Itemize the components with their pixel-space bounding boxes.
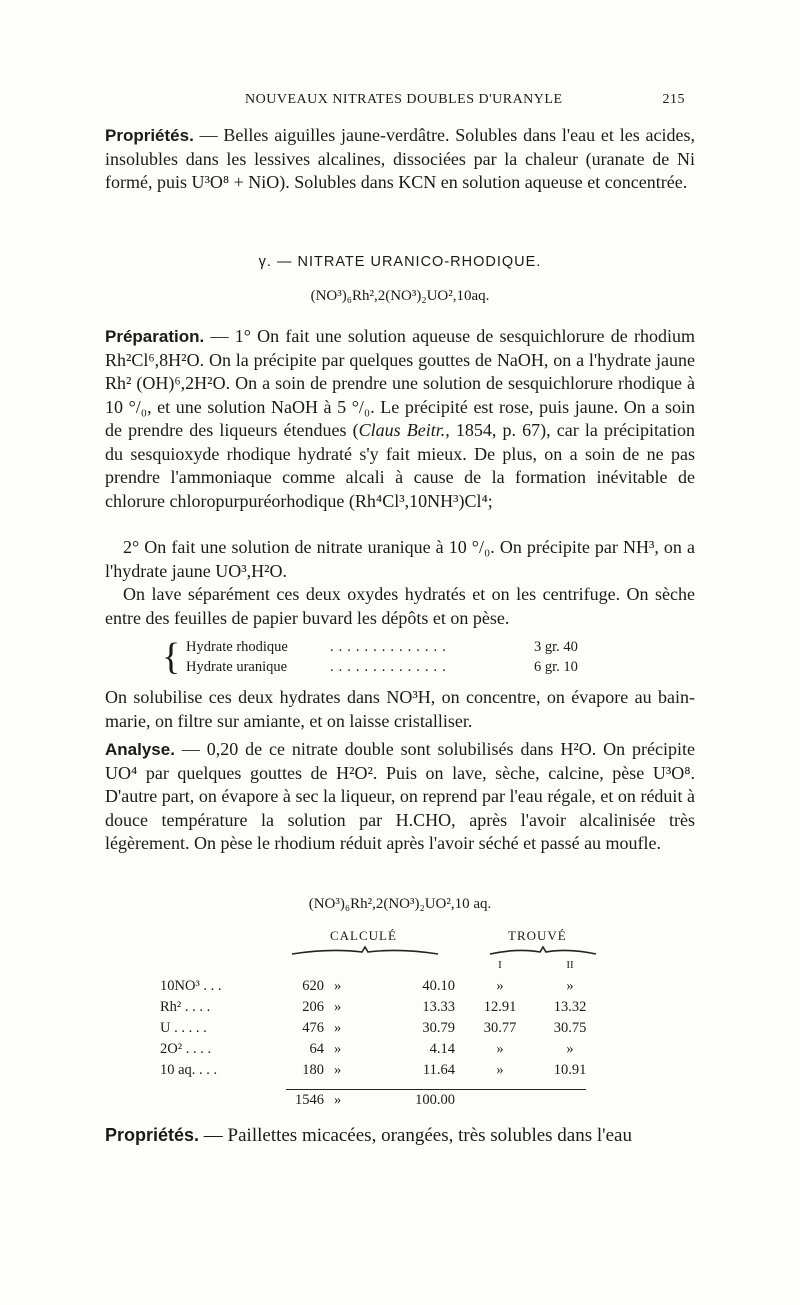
cell: 10NO³ . . . <box>160 978 222 994</box>
cell: 206 <box>302 999 324 1015</box>
cell: 13.32 <box>553 999 587 1015</box>
cell: » <box>496 978 504 994</box>
cell: » <box>334 999 342 1015</box>
cell: » <box>334 978 342 994</box>
leader-dots: .............. <box>330 639 451 655</box>
hydrate-label: Hydrate uranique <box>186 659 288 675</box>
cell: 2O² . . . . <box>160 1041 212 1057</box>
cell: 11.64 <box>422 1062 455 1078</box>
paragraph-solubilise: On solubilise ces deux hydrates dans NO³H, on concentre, on évapore au bain-marie, on filtre sur amiante, et on laisse cristalliser. <box>105 687 695 731</box>
total-cell: 100.00 <box>415 1092 455 1108</box>
label-proprietes-2: Propriétés. <box>105 1125 200 1145</box>
leader-dots: .............. <box>330 659 451 675</box>
paragraph-proprietes-2 <box>105 1124 695 1148</box>
table-row <box>160 1060 640 1081</box>
cell: » <box>496 1041 504 1057</box>
table-header-row <box>160 955 640 976</box>
cell: 620 <box>302 978 324 994</box>
hydrate-value: 3 gr. 40 <box>534 639 578 655</box>
table-row <box>160 997 640 1018</box>
cell: 30.75 <box>553 1020 587 1036</box>
paragraph-lavage: On lave séparément ces deux oxydes hydratés et on les centrifuge. On sèche entre des feuilles de papier buvard les dépôts et on pèse. <box>105 584 695 628</box>
cell: 4.14 <box>429 1041 455 1057</box>
cell: 30.79 <box>422 1020 455 1036</box>
paragraph-proprietes <box>105 124 695 195</box>
list-item <box>162 657 622 677</box>
cell: » <box>566 978 574 994</box>
table-head-trouve: TROUVÉ <box>508 928 567 943</box>
text-preparation-2: , 1854, p. 67), car la précipitation du sesquioxyde rhodique hydraté s'y fait mieux. De plus, on a soin de ne pas prendre l'ammoniaque comme alcali à cause de la formation inévitable de chlorure chloropurpuréorhodique (Rh⁴Cl³,10NH³)Cl⁴; <box>105 420 695 511</box>
text-preparation: — 1° On fait une solution aqueuse de sesquichlorure de rhodium Rh²Cl⁶,8H²O. On la précipite par quelques gouttes de NaOH, on a l'hydrate jaune Rh² (OH)⁶,2H²O. On a soin de prendre une solution de sesquichlorure rhodique à 10 °/₀, et une solution NaOH à 5 °/₀. Le précipité est rose, puis jaune. On a soin de prendre des liqueurs étendues ( <box>105 326 695 440</box>
cell: 30.77 <box>483 1020 517 1036</box>
page-number: 215 <box>662 92 685 107</box>
table-row <box>160 1018 640 1039</box>
cell: 40.10 <box>422 978 455 994</box>
cell: 180 <box>302 1062 324 1078</box>
paragraph-preparation <box>105 325 695 513</box>
label-preparation: Préparation. <box>105 327 205 346</box>
cell: » <box>334 1062 342 1078</box>
brace-icon: { <box>162 636 181 678</box>
cell: 12.91 <box>483 999 517 1015</box>
table-total-row <box>286 1089 586 1111</box>
analysis-table <box>160 955 640 1111</box>
cell: 64 <box>309 1041 324 1057</box>
total-cell: 1546 <box>295 1092 324 1108</box>
cell: U . . . . . <box>160 1020 207 1036</box>
formula-nitrate: (NO³)₆Rh²,2(NO³)₂UO²,10aq. <box>310 288 490 304</box>
col-i: I <box>498 959 502 971</box>
cell: Rh² . . . . <box>160 999 211 1015</box>
label-analyse: Analyse. <box>105 740 175 759</box>
citation: Claus Beitr. <box>358 420 446 440</box>
section-heading: γ. — NITRATE URANICO-RHODIQUE. <box>258 254 542 270</box>
hydrate-label: Hydrate rhodique <box>186 639 288 655</box>
cell: » <box>566 1041 574 1057</box>
hydrate-value: 6 gr. 10 <box>534 659 578 675</box>
list-item <box>162 637 622 657</box>
table-head-calcule: CALCULÉ <box>330 928 397 943</box>
col-ii: II <box>566 959 574 971</box>
text-analyse: — 0,20 de ce nitrate double sont solubilisés dans H²O. On précipite UO⁴ par quelques gouttes de H²O². Puis on lave, sèche, calcine, pèse U³O⁸. D'autre part, on évapore à sec la liqueur, on reprend par l'eau régale, et on réduit à douce température la solution par H.CHO, après l'avoir alcalinisée très légèrement. On pèse le rhodium réduit après l'avoir séché et passé au moufle. <box>105 739 695 853</box>
formula-analyse: (NO³)₆Rh²,2(NO³)₂UO²,10 aq. <box>308 896 492 912</box>
cell: » <box>334 1020 342 1036</box>
table-row <box>160 976 640 997</box>
cell: 13.33 <box>422 999 455 1015</box>
hydrates-list <box>162 637 622 677</box>
paragraph-step-2: 2° On fait une solution de nitrate uranique à 10 °/₀. On précipite par NH³, on a l'hydrate jaune UO³,H²O. <box>105 537 695 581</box>
total-cell: » <box>334 1092 342 1108</box>
cell: 10.91 <box>553 1062 587 1078</box>
text-proprietes-2: — Paillettes micacées, orangées, très solubles dans l'eau <box>199 1125 632 1146</box>
cell: 476 <box>302 1020 324 1036</box>
text-proprietes: — Belles aiguilles jaune-verdâtre. Solubles dans l'eau et les acides, insolubles dans les lessives alcalines, dissociées par la chaleur (uranate de Ni formé, puis U³O⁸ + NiO). Solubles dans KCN en solution aqueuse et concentrée. <box>105 125 695 192</box>
cell: 10 aq. . . . <box>160 1062 218 1078</box>
label-proprietes: Propriétés. <box>105 126 194 145</box>
paragraph-analyse <box>105 738 695 856</box>
cell: » <box>334 1041 342 1057</box>
cell: » <box>496 1062 504 1078</box>
table-row <box>160 1039 640 1060</box>
header-title: NOUVEAUX NITRATES DOUBLES D'URANYLE <box>245 92 563 107</box>
